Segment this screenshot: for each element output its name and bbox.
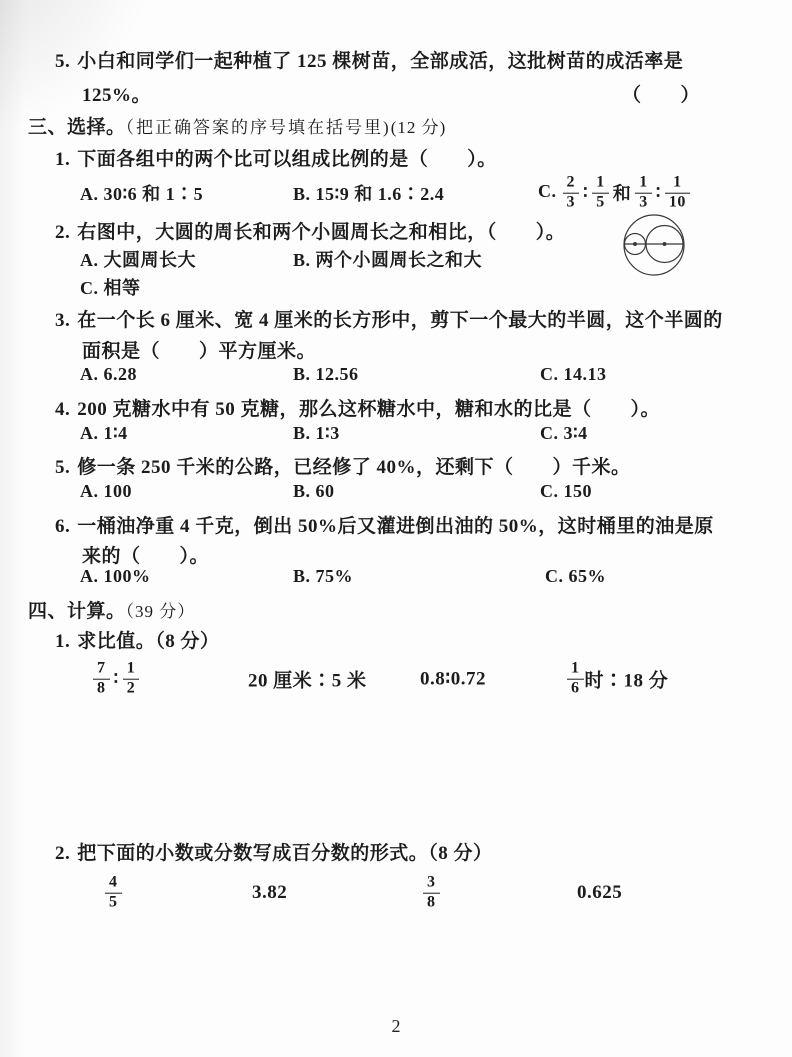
fraction-3-8: $\frac{3}{8}$ [423, 875, 440, 912]
calc-section-heading [28, 596, 195, 623]
choice-q2-option-c: C. 相等 [80, 278, 141, 298]
outer-circle [624, 215, 684, 275]
answer-bracket: （ ） [622, 85, 701, 106]
choice-section-heading [28, 112, 446, 139]
choice-q3-text2: 面积是（ ）平方厘米。 [82, 341, 317, 362]
center-dot-left [634, 243, 637, 246]
choice-section-instruction: （把正确答案的序号填在括号里) [125, 118, 391, 137]
choice-q4-option-c: C. 3∶4 [540, 423, 588, 443]
choice-q2-option-b: B. 两个小圆周长之和大 [293, 250, 483, 270]
fraction-2-3: $\frac{2}{3}$ [563, 175, 580, 212]
choice-q5-option-c: C. 150 [540, 481, 592, 501]
calc-q1-item2: 20 厘米∶5 米 [248, 670, 367, 692]
calc-q1-number: 1. [55, 631, 71, 652]
ratio-colon: ∶ [113, 668, 119, 689]
choice-q1-number: 1. [55, 149, 71, 170]
choice-q5-text: 修一条 250 千米的公路，已经修了 40%，还剩下（ ）千米。 [77, 457, 631, 478]
option-c-label: C. [538, 181, 557, 202]
calc-q1-items [0, 648, 792, 710]
choice-q4-option-a: A. 1∶4 [80, 423, 128, 443]
choice-q4-option-b: B. 1∶3 [293, 423, 340, 443]
choice-q6-option-b: B. 75% [293, 566, 354, 586]
choice-q6-text2: 来的（ ）。 [82, 546, 210, 567]
fraction-4-5: $\frac{4}{5}$ [105, 875, 122, 912]
judge-q5-text2: 125%。 [82, 85, 152, 106]
ratio-colon: ∶ [583, 182, 589, 203]
choice-q1-text: 下面各组中的两个比可以组成比例的是（ ）。 [77, 149, 497, 170]
choice-q3-line1 [55, 305, 723, 332]
fraction-1-6: $\frac{1}{6}$ [567, 661, 584, 698]
center-dot-right [663, 243, 666, 246]
choice-section-points: (12 分) [390, 118, 447, 137]
choice-q2-line [55, 217, 565, 244]
choice-q6-line2 [82, 541, 209, 568]
choice-q6-option-c: C. 65% [545, 566, 606, 586]
choice-q2-text: 右图中，大圆的周长和两个小圆周长之和相比，（ ）。 [77, 222, 566, 243]
choice-q1-option-c [538, 175, 691, 212]
choice-q5-line [55, 452, 631, 479]
choice-q6-text1: 一桶油净重 4 千克，倒出 50%后又灌进倒出油的 50%，这时桶里的油是原 [77, 516, 714, 537]
choice-q6-options [0, 566, 792, 590]
calc-q2-item3 [422, 875, 441, 912]
calc-q1-item3: 0.8∶0.72 [420, 668, 486, 690]
calc-q2-item1 [104, 875, 123, 912]
ratio-colon: ∶ [655, 182, 661, 203]
judge-q5-line2 [82, 80, 151, 107]
choice-q3-text1: 在一个长 6 厘米、宽 4 厘米的长方形中，剪下一个最大的半圆，这个半圆的 [77, 310, 723, 331]
calc-q2-text: 把下面的小数或分数写成百分数的形式。（8 分） [77, 843, 493, 864]
fraction-7-8: $\frac{7}{8}$ [93, 661, 110, 698]
calc-section-points: （39 分） [125, 602, 196, 621]
and-glyph: 和 [612, 184, 632, 204]
circles-diagram [616, 207, 692, 283]
choice-q4-text: 200 克糖水中有 50 克糖，那么这杯糖水中，糖和水的比是（ ）。 [77, 399, 661, 420]
fraction-1-2: $\frac{1}{2}$ [123, 661, 140, 698]
choice-q3-option-c: C. 14.13 [540, 364, 607, 384]
calc-section-title: 四、计算。 [28, 601, 126, 622]
choice-section-title: 三、选择。 [28, 117, 126, 138]
calc-q1-item1 [92, 661, 140, 698]
choice-q1-option-a: A. 30∶6 和 1∶5 [80, 184, 204, 204]
page-number: 2 [391, 1016, 401, 1036]
calc-q1-text: 求比值。（8 分） [77, 631, 220, 652]
fraction-1-5: $\frac{1}{5}$ [592, 175, 609, 212]
fraction-1-10: $\frac{1}{10}$ [665, 175, 690, 212]
choice-q4-line [55, 394, 660, 421]
choice-q3-options [0, 364, 792, 388]
calc-q1-item4 [566, 661, 668, 698]
judge-q5-answer-bracket [622, 80, 700, 107]
judge-q5-number: 5. [55, 51, 71, 72]
calc-q2-item2: 3.82 [252, 882, 288, 903]
judge-q5-line1 [55, 46, 683, 73]
choice-q3-option-a: A. 6.28 [80, 364, 137, 384]
choice-q4-number: 4. [55, 399, 71, 420]
calc-q2-line [55, 838, 493, 865]
choice-q6-line1 [55, 511, 714, 538]
choice-q3-number: 3. [55, 310, 71, 331]
choice-q2-option-a: A. 大圆周长大 [80, 250, 196, 270]
fraction-1-3: $\frac{1}{3}$ [635, 175, 652, 212]
judge-q5-text: 小白和同学们一起种植了 125 棵树苗，全部成活，这批树苗的成活率是 [77, 51, 684, 72]
choice-q3-line2 [82, 336, 316, 363]
choice-q4-options [0, 423, 792, 447]
choice-q2-number: 2. [55, 222, 71, 243]
choice-q5-options [0, 481, 792, 505]
calc-q2-items [0, 862, 792, 924]
choice-q5-option-a: A. 100 [80, 481, 132, 501]
calc-q1-item4-suffix: 时∶18 分 [584, 670, 669, 692]
choice-q5-number: 5. [55, 457, 71, 478]
choice-q3-option-b: B. 12.56 [293, 364, 359, 384]
calc-q2-item4: 0.625 [577, 882, 623, 903]
choice-q5-option-b: B. 60 [293, 481, 335, 501]
choice-q1-option-b: B. 15∶9 和 1.6∶2.4 [293, 184, 445, 204]
calc-q2-number: 2. [55, 843, 71, 864]
choice-q6-number: 6. [55, 516, 71, 537]
choice-q6-option-a: A. 100% [80, 566, 151, 586]
